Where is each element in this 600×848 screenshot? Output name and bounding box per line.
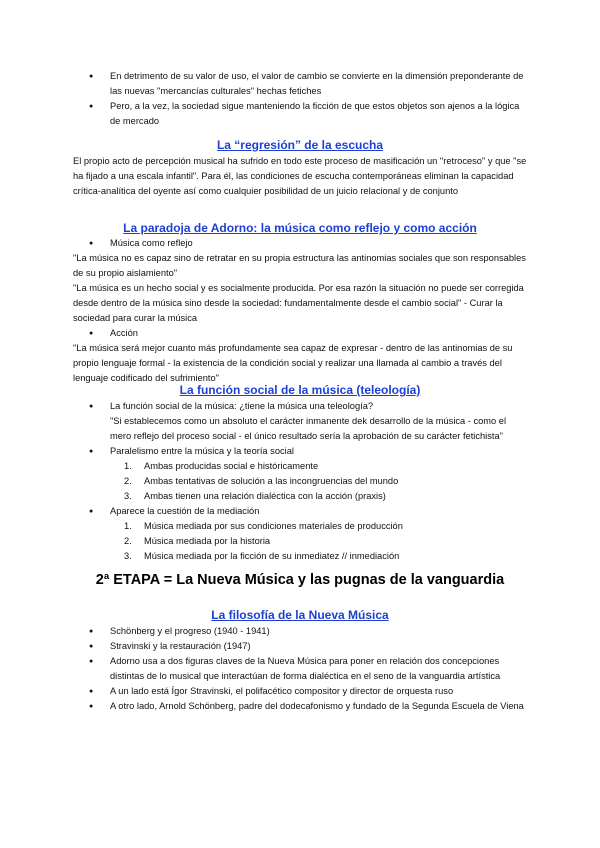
item-text: Música mediada por la historia	[144, 536, 271, 546]
item-text: Música mediada por sus condiciones materiales de producción	[144, 521, 403, 531]
paradoja-block	[73, 236, 528, 386]
item-number: 3.	[124, 551, 132, 561]
list-item: ● A otro lado, Arnold Schönberg, padre del dodecafonismo y fundado de la Segunda Escuela de Viena	[73, 699, 528, 714]
list-item: ● Adorno usa a dos figuras claves de la Nueva Música para poner en relación dos concepciones distintas de lo musical que interactúan de forma dialéctica en el seno de la vanguardia artística	[73, 654, 528, 684]
list-item: ● En detrimento de su valor de uso, el valor de cambio se convierte en la dimensión preponderante de las nuevas "mercancías culturales" hechas fetiches	[73, 69, 528, 99]
quote: "La música será mejor cuanto más profundamente sea capaz de expresar - dentro de las antinomias de su propio lenguaje formal - la existencia de la condición social y realizar una llamada al cambio a través del lenguaje codificado del sufrimiento"	[73, 343, 513, 383]
item-text: Ambas tentativas de solución a las incongruencias del mundo	[144, 476, 399, 486]
list-item: ● Schönberg y el progreso (1940 - 1941)	[73, 624, 528, 639]
quote: "Si establecemos como un absoluto el carácter inmanente dek desarrollo de la música - como el mero reflejo del proceso social - el único resultado sería la aprobación de su carácter fetichista"	[110, 416, 507, 441]
section-heading-funcion: La función social de la música (teleología)	[179, 383, 421, 397]
paradoja-list-2	[73, 326, 528, 341]
paradoja-list-1	[73, 236, 528, 251]
list-item	[73, 444, 528, 459]
list-item: ● Stravinski y la restauración (1947)	[73, 639, 528, 654]
section-heading-paradoja: La paradoja de Adorno: la música como reflejo y como acción	[123, 221, 477, 235]
item-text: Música mediada por la ficción de su inmediatez // inmediación	[144, 551, 400, 561]
list-item: ● Música como reflejo	[73, 236, 528, 251]
list-item-text: La función social de la música: ¿tiene la música una teleología?	[110, 401, 374, 411]
funcion-list	[73, 399, 528, 459]
intro-list-block	[73, 69, 528, 129]
numbered-item	[73, 519, 528, 534]
item-number: 1.	[124, 521, 132, 531]
numbered-item	[73, 549, 528, 564]
funcion-list-2	[73, 504, 528, 519]
item-number: 2.	[124, 536, 132, 546]
filosofia-list	[73, 624, 528, 714]
item-number: 1.	[124, 461, 132, 471]
list-item: ● Pero, a la vez, la sociedad sigue manteniendo la ficción de que estos objetos son ajenos a la lógica de mercado	[73, 99, 528, 129]
section-heading-regresion: La “regresión” de la escucha	[216, 138, 384, 152]
item-number: 3.	[124, 491, 132, 501]
item-text: Ambas tienen una relación dialéctica con la acción (praxis)	[144, 491, 386, 501]
item-number: 2.	[124, 476, 132, 486]
list-item: ● Acción	[73, 326, 528, 341]
funcion-block	[73, 399, 528, 564]
list-item	[73, 399, 528, 444]
funcion-sublist-1	[73, 459, 528, 504]
list-item: ● Aparece la cuestión de la mediación	[73, 504, 528, 519]
list-item: ● A un lado está Ígor Stravinski, el polifacético compositor y director de orquesta ruso	[73, 684, 528, 699]
quote: "La música no es capaz sino de retratar en su propia estructura las antinomias sociales que son responsables de su propio aislamiento"	[73, 253, 526, 278]
item-text: Ambas producidas social e históricamente	[144, 461, 319, 471]
numbered-item	[73, 474, 528, 489]
quote: "La música es un hecho social y es socialmente producida. Por esa razón la situación no puede ser corregida desde dentro de la música sino desde la sociedad: fundamentalmente desde el cambio social" - Curar la sociedad para curar la música	[73, 283, 524, 323]
numbered-item	[73, 459, 528, 474]
list-item-text: Paralelismo entre la música y la teoría social	[110, 446, 294, 456]
funcion-sublist-2	[73, 519, 528, 564]
regresion-block	[73, 154, 528, 199]
numbered-item	[73, 534, 528, 549]
section-heading-filosofia: La filosofía de la Nueva Música	[211, 608, 389, 622]
intro-list	[73, 69, 528, 129]
numbered-item	[73, 489, 528, 504]
regresion-paragraph: El propio acto de percepción musical ha sufrido en todo este proceso de masificación un "retroceso" y que "se ha fijado a una escala infantil". Para él, las condiciones de escucha contemporáneas eliminan la capacidad crítica-analítica del oyente así como cualquier posibilidad de un juicio relacional y de conjunto	[73, 156, 527, 196]
filosofia-block	[73, 624, 528, 714]
stage-heading: 2ª ETAPA = La Nueva Música y las pugnas de la vanguardia	[95, 572, 505, 588]
